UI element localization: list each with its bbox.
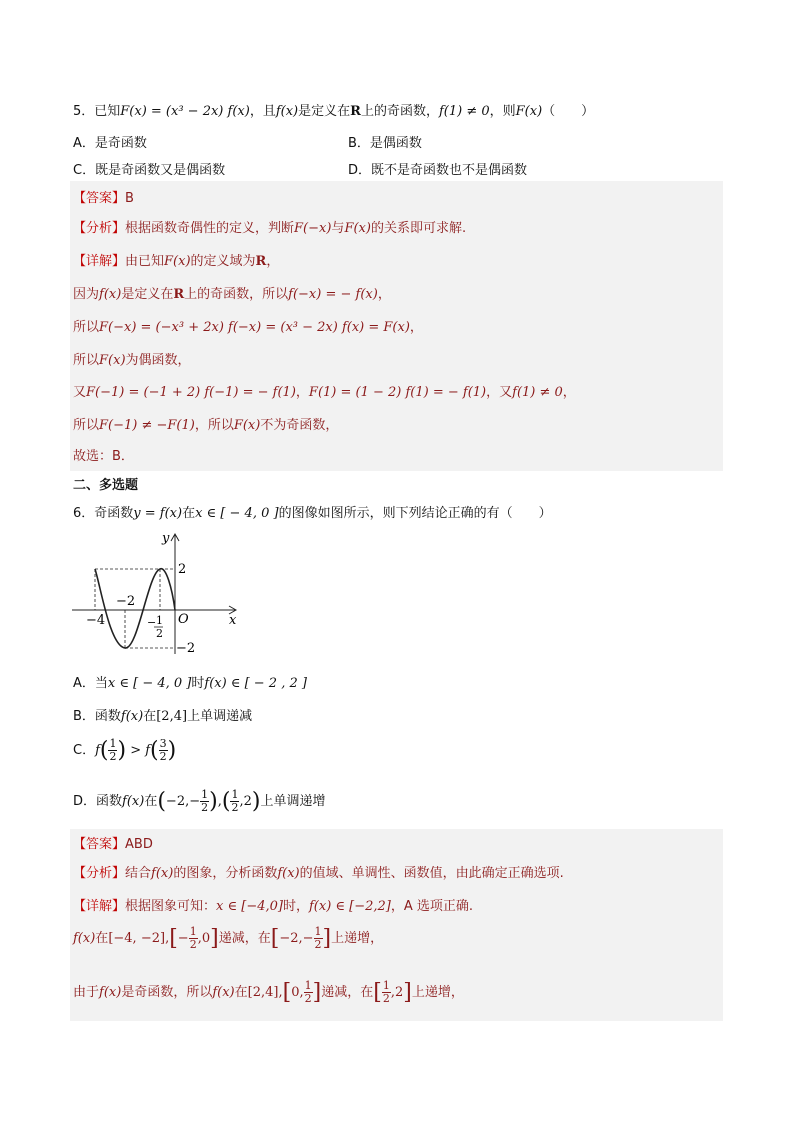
q6-stem: [73, 502, 552, 521]
text: 的关系即可求解.: [370, 221, 467, 236]
math: F(x): [164, 254, 191, 269]
analysis-tag: 【分析】: [73, 866, 126, 881]
q5-condition: f(1) ≠ 0: [438, 104, 490, 119]
q6-option-c: C．f( $\frac{1}{2}$ ) > f( $\frac{3}{2}$ ): [73, 737, 177, 763]
tick-label-neg-half-num: 1: [156, 614, 163, 627]
text: 由于: [73, 985, 100, 1000]
text: 根据图象可知：: [125, 899, 217, 914]
q5-detail-7: 故选：B．: [73, 449, 134, 464]
text: 在: [144, 794, 158, 809]
q5-option-d: D．既不是奇函数也不是偶函数: [348, 163, 528, 178]
fraction: [304, 980, 313, 1005]
text: B．函数: [73, 709, 121, 724]
fraction: [382, 980, 391, 1005]
numerator: 3: [159, 737, 167, 750]
math: ,0: [197, 931, 211, 946]
q5-paren: （ ）: [542, 104, 595, 119]
text: 因为: [73, 287, 100, 302]
q6-option-d: D．函数f(x)在(−2,− $\frac{1}{2}$ ),( $\frac{1}{2}$ ,2)上单调递增: [73, 788, 326, 814]
text: 与: [331, 221, 345, 236]
text: 为偶函数，: [125, 353, 191, 368]
q5-text: ，且: [249, 104, 276, 119]
math: F(x): [99, 353, 126, 368]
denominator: 2: [189, 938, 197, 951]
math: y = f(x): [133, 506, 183, 521]
math: f(x) ∈ [−2,2]: [308, 899, 391, 914]
numerator: 1: [189, 925, 197, 938]
q5-detail-2: [73, 283, 391, 302]
text: 的图像如图所示，则下列结论正确的有（ ）: [278, 506, 552, 521]
math: x ∈ [ − 4, 0 ]: [107, 676, 192, 691]
text: 由已知: [125, 254, 165, 269]
q5-Fx: F(x): [515, 104, 543, 119]
denominator: 2: [314, 938, 322, 951]
tick-label-neg2-right: −2: [176, 641, 196, 656]
text: 所以: [73, 418, 100, 433]
origin-label: O: [178, 612, 189, 627]
math: −2,−: [165, 794, 201, 809]
section-heading: 二、多选题: [73, 478, 139, 493]
text: ，: [266, 254, 280, 269]
math: f(x): [277, 866, 300, 881]
fraction: [314, 926, 323, 951]
math: R: [173, 287, 185, 302]
text: C．: [73, 743, 96, 758]
math: [2,4]: [247, 985, 279, 1000]
text: 上递增，: [331, 931, 384, 946]
text: 在: [182, 506, 196, 521]
math: F(−x): [294, 221, 332, 236]
q6-detail-3: 由于f(x)是奇函数，所以f(x)在[2,4],[0, $\frac{1}{2}$ ]递减，在[ $\frac{1}{2}$ ,2]上递增，: [73, 979, 464, 1005]
text: 是定义在: [121, 287, 174, 302]
q6-detail-1: [73, 895, 473, 914]
text: 所以: [73, 353, 100, 368]
answer-tag: 【答案】: [73, 837, 126, 852]
numerator: 1: [109, 737, 117, 750]
text: 递减，在: [321, 985, 374, 1000]
math: f(x) ∈ [ − 2 , 2 ]: [204, 676, 307, 691]
denominator: 2: [201, 801, 209, 814]
text: 的值域、单调性、函数值，由此确定正确选项.: [299, 866, 564, 881]
x-label: x: [229, 613, 237, 628]
math: f(x): [99, 985, 122, 1000]
q5-detail-3: [73, 316, 423, 335]
q6-analysis: [73, 862, 564, 881]
math: f(x): [212, 985, 235, 1000]
y-label: y: [162, 531, 170, 546]
q5-option-b: B．是偶函数: [348, 136, 422, 151]
answer-tag: 【答案】: [73, 191, 126, 206]
math: x ∈ [−4,0]: [216, 899, 283, 914]
math: f: [95, 743, 100, 758]
q5-detail-5: [73, 381, 576, 400]
q5-R: R: [350, 104, 361, 119]
math: F(1) = (1 − 2) f(1) = − f(1): [308, 385, 487, 400]
answer-value: ABD: [125, 837, 153, 852]
q5-analysis: [73, 217, 466, 236]
tick-label-neg-half-den: 2: [156, 627, 163, 640]
q6-option-a: [73, 672, 307, 691]
denominator: 2: [231, 801, 239, 814]
text: 的图象，分析函数: [173, 866, 278, 881]
text: ，: [377, 287, 391, 302]
math: f(x): [73, 931, 96, 946]
tick-label-neg2-top: −2: [116, 594, 136, 609]
math: ,2: [390, 985, 404, 1000]
analysis-tag: 【分析】: [73, 221, 126, 236]
math: f(x): [99, 287, 122, 302]
math: F(x): [344, 221, 371, 236]
text: 根据函数奇偶性的定义，判断: [125, 221, 295, 236]
answer-value: B: [125, 191, 134, 206]
math: x ∈ [ − 4, 0 ]: [195, 506, 279, 521]
math: f(x): [151, 866, 174, 881]
text: 上单调递增: [260, 794, 326, 809]
q6-option-b: [73, 705, 252, 724]
denominator: 2: [304, 992, 312, 1005]
q5-stem: [73, 100, 594, 119]
text: 时: [191, 676, 205, 691]
q5-formula: F(x) = (x³ − 2x) f(x): [120, 104, 250, 119]
text: ，: [409, 320, 423, 335]
math: 0,: [291, 985, 304, 1000]
text: ，: [562, 385, 576, 400]
text: 在: [143, 709, 157, 724]
text: 所以: [73, 320, 100, 335]
math: f(x): [120, 709, 144, 724]
numerator: 1: [382, 979, 390, 992]
text: ，: [295, 385, 309, 400]
tick-label-neg-half-sign: −: [147, 616, 157, 629]
tick-label-neg4: −4: [86, 613, 106, 628]
detail-tag: 【详解】: [73, 254, 126, 269]
numerator: 1: [231, 788, 239, 801]
text: 递减，在: [218, 931, 271, 946]
math: f(1) ≠ 0: [512, 385, 563, 400]
q5-text: 是定义在: [298, 104, 351, 119]
math: R: [255, 254, 267, 269]
text: 的定义域为: [190, 254, 256, 269]
text: 不为奇函数，: [260, 418, 339, 433]
denominator: 2: [159, 750, 167, 763]
numerator: 1: [201, 788, 209, 801]
q5-option-a: A．是奇函数: [73, 136, 147, 151]
q5-detail-4: [73, 349, 191, 368]
text: ，A 选项正确.: [390, 899, 474, 914]
q5-detail-6: [73, 414, 338, 433]
q6-detail-2: f(x)在[−4, −2],[− $\frac{1}{2}$ ,0]递减，在[−2,− $\frac{1}{2}$ ]上递增，: [73, 925, 384, 951]
fraction: [200, 789, 209, 814]
text: 在: [234, 985, 248, 1000]
numerator: 1: [314, 925, 322, 938]
q6-number: 6．奇函数: [73, 506, 134, 521]
text: 上的奇函数，所以: [184, 287, 289, 302]
text: 在: [95, 931, 109, 946]
q5-fx: f(x): [275, 104, 299, 119]
q5-answer: [73, 187, 134, 206]
q5-text: ，则: [489, 104, 516, 119]
math: [2,4]: [156, 709, 188, 724]
math: F(−1) = (−1 + 2) f(−1) = − f(1): [86, 385, 296, 400]
text: 又: [73, 385, 87, 400]
q5-option-c: C．既是奇函数又是偶函数: [73, 163, 226, 178]
math: F(x): [233, 418, 261, 433]
q5-number: 5．已知: [73, 104, 121, 119]
math: F(−1) ≠ −F(1): [99, 418, 195, 433]
text: D．函数: [73, 794, 123, 809]
detail-tag: 【详解】: [73, 899, 126, 914]
denominator: 2: [109, 750, 117, 763]
math: −2,−: [279, 931, 314, 946]
math: ,: [165, 931, 170, 946]
math: ,2: [239, 794, 252, 809]
text: A．当: [73, 676, 108, 691]
fraction: [159, 738, 168, 763]
math: > f: [126, 743, 151, 758]
denominator: 2: [382, 992, 390, 1005]
numerator: 1: [304, 979, 312, 992]
q5-detail-1: [73, 250, 279, 269]
text: 结合: [125, 866, 152, 881]
fraction: [189, 926, 198, 951]
q6-answer: [73, 833, 153, 852]
math: ,: [217, 794, 222, 809]
text: 上单调递减: [187, 709, 253, 724]
text: ，所以: [194, 418, 234, 433]
text: 时，: [282, 899, 309, 914]
math: f(x): [122, 794, 145, 809]
q5-text: 上的奇函数，: [360, 104, 439, 119]
function-graph: [66, 528, 246, 662]
text: 是奇函数，所以: [121, 985, 213, 1000]
text: ，又: [486, 385, 513, 400]
math: f(−x) = − f(x): [288, 287, 378, 302]
text: 上递增，: [411, 985, 464, 1000]
tick-label-2: 2: [178, 562, 187, 577]
math: [−4, −2]: [108, 931, 166, 946]
math: F(−x) = (−x³ + 2x) f(−x) = (x³ − 2x) f(x) = F(x): [99, 320, 410, 335]
